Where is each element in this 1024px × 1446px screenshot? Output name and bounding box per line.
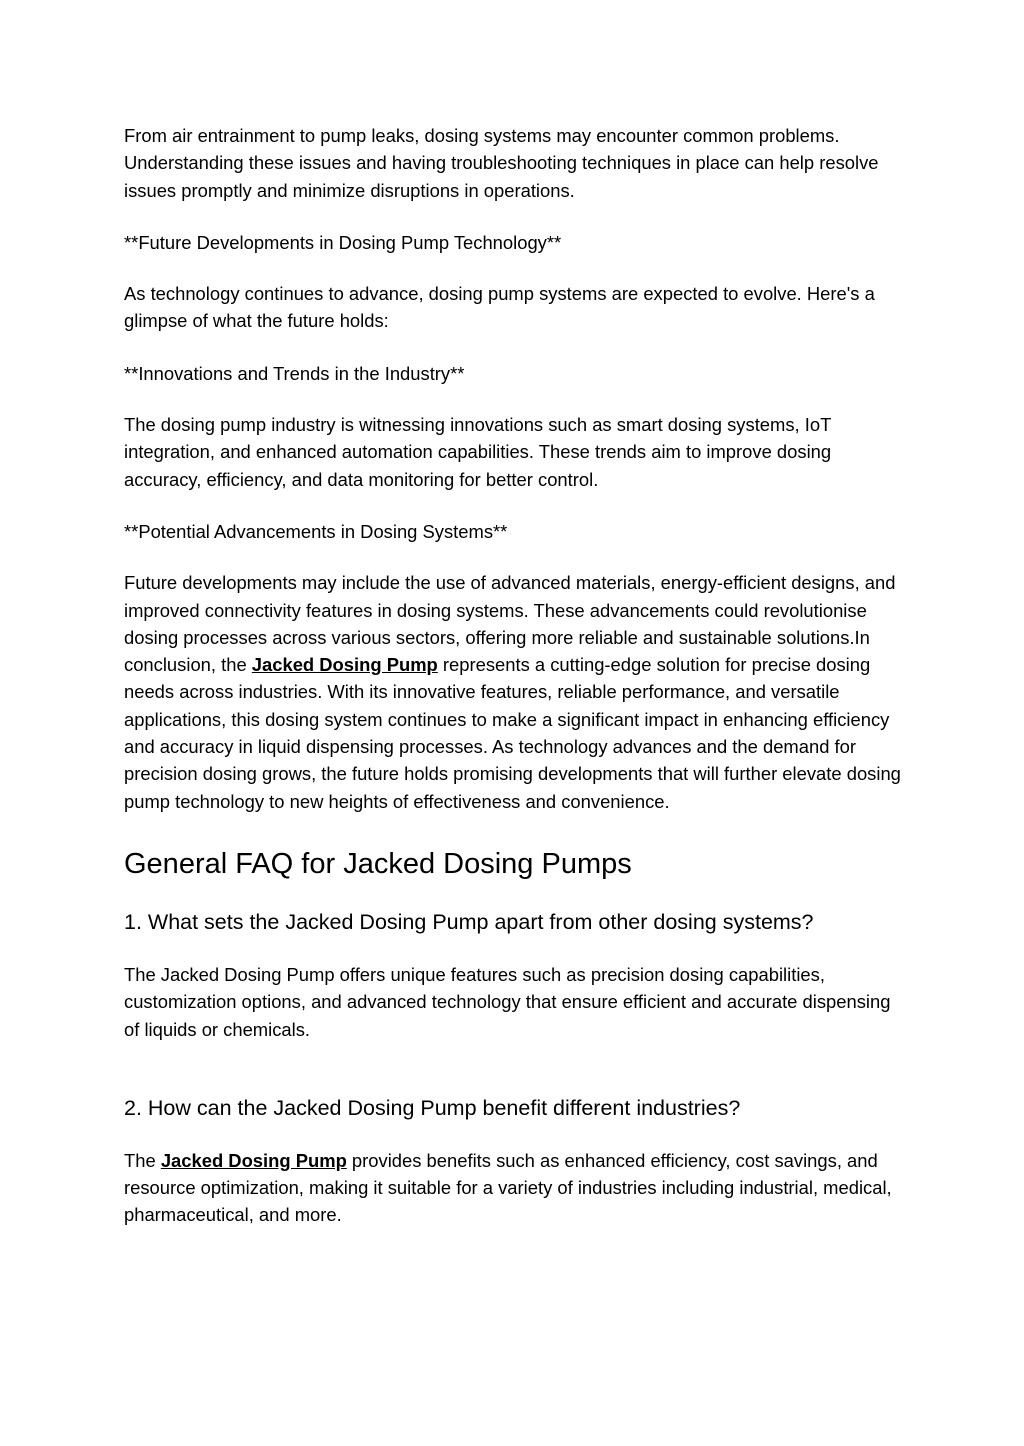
- intro-paragraph: From air entrainment to pump leaks, dosing systems may encounter common problems. Understanding these issues and having troubleshooting techniques in place can help resolve issues promptly and minimize disruptions in operations.: [124, 125, 879, 201]
- future-paragraph: As technology continues to advance, dosing pump systems are expected to evolve. Here's a glimpse of what the future holds:: [124, 283, 875, 332]
- jacked-dosing-pump-link-2[interactable]: Jacked Dosing Pump: [160, 1149, 347, 1171]
- faq-question-2: 2. How can the Jacked Dosing Pump benefit different industries?: [124, 1095, 741, 1120]
- advancements-heading: **Potential Advancements in Dosing Systems**: [124, 520, 508, 542]
- advancements-text-end: represents a cutting-edge solution for precise dosing needs across industries. With its innovative features, reliable performance, and versatile applications, this dosing system continues to make a significant impact in enhancing efficiency and accuracy in liquid dispensing processes. As technology advances and the demand for precision dosing grows, the future holds promising developments that will further elevate dosing pump technology to new heights of effectiveness and convenience.: [124, 654, 901, 812]
- faq-answer-2-start: The: [124, 1149, 161, 1171]
- faq-answer-2: [124, 1147, 904, 1229]
- document-page: [124, 122, 904, 1229]
- future-heading: **Future Developments in Dosing Pump Technology**: [124, 231, 562, 253]
- faq-answer-1: The Jacked Dosing Pump offers unique features such as precision dosing capabilities, customization options, and advanced technology that ensure efficient and accurate dispensing of liquids or chemicals.: [124, 963, 891, 1040]
- innovations-heading: **Innovations and Trends in the Industry**: [124, 362, 465, 384]
- advancements-paragraph: [124, 569, 904, 815]
- faq-title: General FAQ for Jacked Dosing Pumps: [124, 847, 632, 880]
- advancements-text-start: Future developments may include the use of advanced materials, energy-efficient designs, and improved connectivity features in dosing systems. These advancements could revolutionise dosing processes across various sectors, offering more reliable and sustainable solutions.In conclusion, the: [124, 572, 896, 676]
- jacked-dosing-pump-link[interactable]: Jacked Dosing Pump: [251, 654, 438, 676]
- innovations-paragraph: The dosing pump industry is witnessing innovations such as smart dosing systems, IoT integration, and enhanced automation capabilities. These trends aim to improve dosing accuracy, efficiency, and data monitoring for better control.: [124, 414, 832, 490]
- faq-answer-2-end: provides benefits such as enhanced efficiency, cost savings, and resource optimization, making it suitable for a variety of industries including industrial, medical, pharmaceutical, and more.: [124, 1149, 892, 1226]
- faq-question-1: 1. What sets the Jacked Dosing Pump apart from other dosing systems?: [124, 909, 814, 934]
